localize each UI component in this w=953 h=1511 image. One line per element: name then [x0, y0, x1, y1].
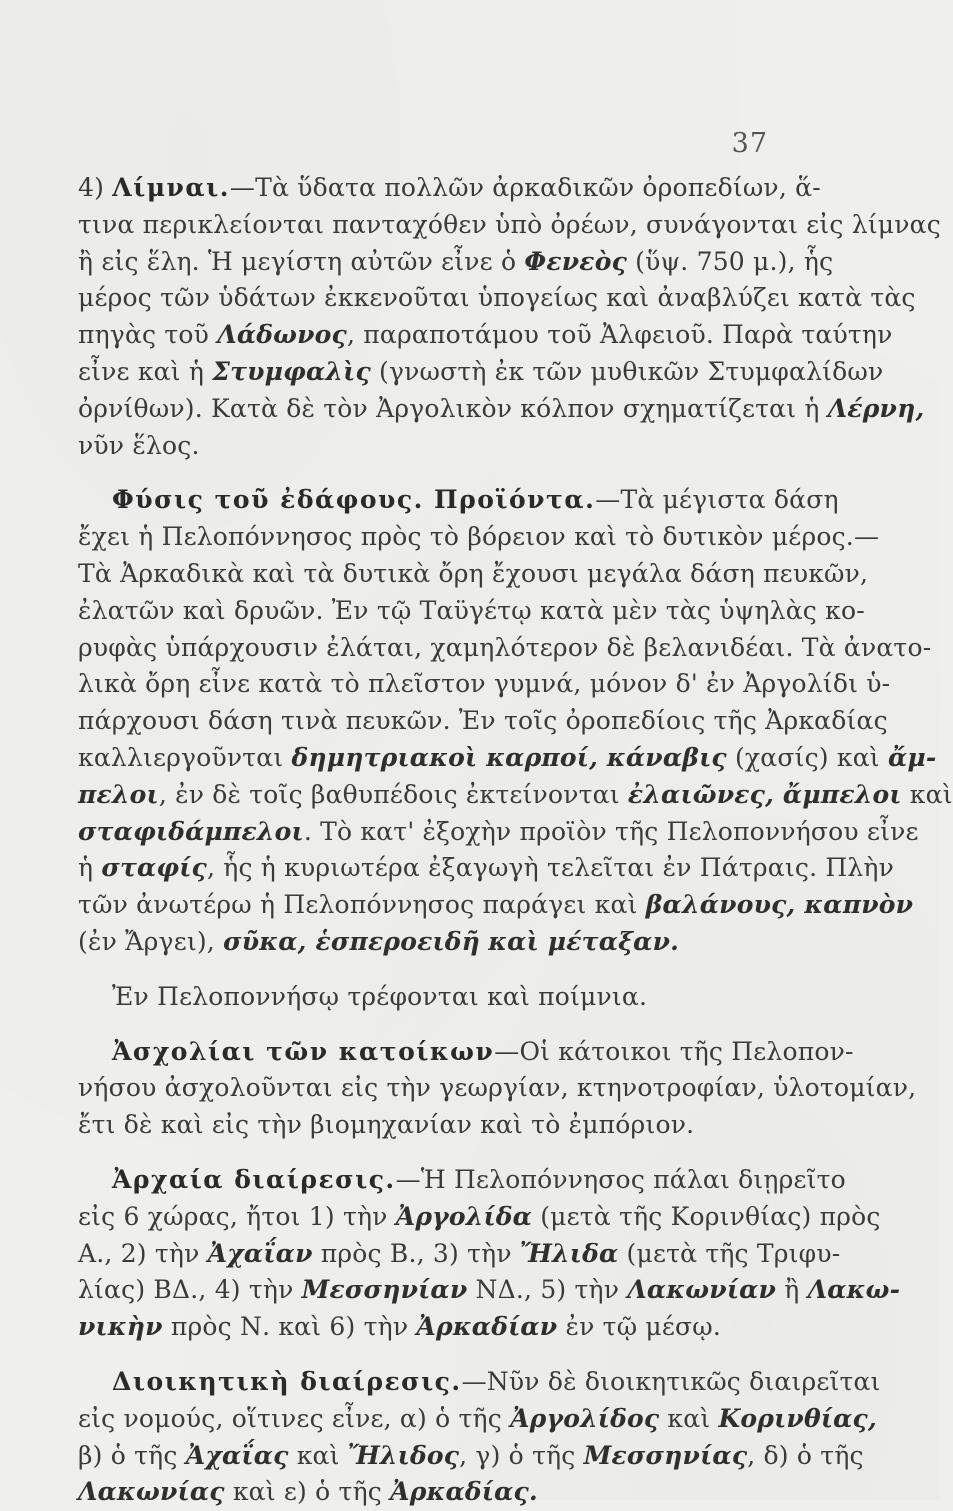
text-line [78, 924, 798, 961]
emphasized-term: Μεσσηνίαν [301, 1275, 468, 1305]
emphasized-term: Λακωνίαν [627, 1275, 777, 1305]
text-line [78, 1401, 877, 1438]
text-run: —Ἡ Πελοπόννησος πάλαι διῃρεῖτο [395, 1164, 846, 1194]
paragraph [78, 170, 941, 464]
text-line [78, 391, 925, 428]
emphasized-term: Ἀργολίδος [510, 1403, 660, 1433]
text-line [78, 630, 932, 667]
text-line [78, 1070, 917, 1107]
text-run: εἰς νομούς, οἵτινες εἶνε, α) ὁ τῆς [78, 1403, 511, 1433]
text-run: καὶ [659, 1403, 719, 1433]
text-run: μέρος τῶν ὑδάτων ἐκκενοῦται ὑπογείως καὶ ἀναβλύζει κατὰ τὰς [78, 283, 916, 313]
emphasized-term: Ἤλιδα [519, 1238, 619, 1268]
text-line [78, 1034, 854, 1071]
text-run: , δ) ὁ τῆς [747, 1440, 864, 1470]
text-line [78, 428, 798, 465]
emphasized-term: Κορινθίας, [718, 1403, 877, 1433]
text-line [78, 1107, 798, 1144]
emphasized-term: δημητριακοὶ καρποί, κάναβις [291, 742, 727, 772]
text-line [78, 317, 893, 354]
text-run: (χασίς) καὶ [726, 742, 888, 772]
text-line [78, 887, 914, 924]
text-line [78, 170, 821, 207]
emphasized-term: Λέρνη, [827, 393, 925, 423]
text-run: (μετὰ τῆς Κορινθίας) πρὸς [532, 1201, 881, 1231]
text-run: λικὰ ὄρη εἶνε κατὰ τὸ πλεῖστον γυμνά, μόνον δ' ἐν Ἀργολίδι ὑ- [78, 669, 891, 699]
text-line [78, 1272, 901, 1309]
text-line [78, 850, 895, 887]
emphasized-term: Ἀχαΐας [185, 1440, 289, 1470]
text-line [78, 556, 869, 593]
text-run: πάρχουσι δάση τινὰ πευκῶν. Ἐν τοῖς ὀροπεδίοις τῆς Ἀρκαδίας [78, 706, 888, 736]
text-run: Ἐν Πελοποννήσῳ τρέφονται καὶ ποίμνια. [112, 981, 648, 1011]
emphasized-term: Ἀρκαδίας. [390, 1477, 538, 1507]
section-heading: Φύσις τοῦ ἐδάφους. Προϊόντα. [112, 485, 596, 515]
text-run: ἔχει ἡ Πελοπόννησος πρὸς τὸ βόρειον καὶ τὸ δυτικὸν μέρος.— [78, 522, 880, 552]
text-line [78, 519, 880, 556]
text-line [78, 207, 941, 244]
section-heading: Λίμναι. [112, 173, 230, 202]
text-run: —Τὰ ὕδατα πολλῶν ἀρκαδικῶν ὀροπεδίων, ἅ- [229, 173, 821, 202]
section-heading: Ἀρχαία διαίρεσις. [112, 1164, 396, 1194]
emphasized-term: σταφίς [101, 853, 207, 883]
text-line [78, 814, 919, 851]
paragraph [78, 1364, 881, 1511]
paragraph [78, 979, 798, 1016]
text-line [78, 1199, 881, 1236]
text-run: εἰς 6 χώρας, ἤτοι 1) τὴν [78, 1201, 396, 1231]
text-line [78, 1309, 798, 1346]
paragraph [78, 1034, 917, 1144]
text-run: πρὸς Ν. καὶ 6) τὴν [162, 1312, 417, 1342]
text-run: πηγὰς τοῦ [78, 320, 218, 350]
paragraph [78, 482, 953, 960]
page-text [78, 170, 953, 1511]
text-run: τῶν ἀνωτέρω ἡ Πελοπόννησος παράγει καὶ [78, 890, 646, 920]
text-run [480, 927, 488, 956]
text-run: καὶ [288, 1440, 348, 1470]
text-line [78, 482, 839, 519]
section-heading: Ἀσχολίαι τῶν κατοίκων [112, 1036, 495, 1066]
emphasized-term: Μεσσηνίας [583, 1440, 748, 1470]
text-line [78, 740, 937, 777]
text-run: καὶ [901, 779, 953, 809]
text-line [78, 1236, 841, 1273]
text-run: —Οἱ κάτοικοι τῆς Πελοπον- [494, 1036, 854, 1066]
text-run: ἐλατῶν καὶ δρυῶν. Ἐν τῷ Ταϋγέτῳ κατὰ μὲν τὰς ὑψηλὰς κο- [78, 595, 865, 625]
emphasized-term: καὶ μέταξαν. [488, 926, 680, 956]
text-run: 4) [78, 173, 113, 202]
page-number: 37 [731, 128, 768, 159]
text-run: νήσου ἀσχολοῦνται εἰς τὴν γεωργίαν, κτηνοτροφίαν, ὑλοτομίαν, [78, 1073, 917, 1103]
text-line [78, 666, 891, 703]
text-run: καλλιεργοῦνται [78, 742, 292, 772]
text-run: καὶ ε) ὁ τῆς [224, 1477, 391, 1507]
emphasized-term: Ἀργολίδα [395, 1201, 533, 1231]
text-run: , παραποτάμου τοῦ Ἀλφειοῦ. Παρὰ ταύτην [346, 320, 893, 350]
text-run: ἡ [78, 853, 102, 883]
text-run: ἔτι δὲ καὶ εἰς τὴν βιομηχανίαν καὶ τὸ ἐμπόριον. [78, 1110, 695, 1140]
text-run: ρυφὰς ὑπάρχουσιν ἐλάται, χαμηλότερον δὲ βελανιδέαι. Τὰ ἀνατο- [78, 632, 932, 662]
emphasized-term: βαλάνους, καπνὸν [645, 890, 914, 920]
text-run: πρὸς Β., 3) τὴν [312, 1238, 520, 1268]
text-line [78, 703, 888, 740]
text-run: νῦν ἕλος. [78, 430, 200, 460]
emphasized-term: πελοι [78, 779, 159, 809]
text-run: ἢ [776, 1275, 808, 1305]
text-run: (ἐν Ἄργει), [78, 926, 224, 956]
text-run: (γνωστὴ ἐκ τῶν μυθικῶν Στυμφαλίδων [370, 356, 884, 386]
emphasized-term: Ἀχαΐαν [207, 1238, 313, 1268]
emphasized-term: Ἤλιδος [347, 1440, 460, 1470]
text-run: (ὕψ. 750 μ.), ἧς [627, 246, 834, 276]
text-line [78, 593, 865, 630]
emphasized-term: Λάδωνος [217, 320, 347, 350]
text-run: , ἐν δὲ τοῖς βαθυπέδοις ἐκτείνονται [158, 779, 628, 809]
text-line [78, 1474, 798, 1511]
text-line [78, 1438, 864, 1475]
section-heading: Διοικητικὴ διαίρεσις. [112, 1366, 462, 1396]
text-line [78, 979, 798, 1016]
text-run: Τὰ Ἀρκαδικὰ καὶ τὰ δυτικὰ ὄρη ἔχουσι μεγάλα δάση πευκῶν, [78, 558, 869, 588]
text-run: —Νῦν δὲ διοικητικῶς διαιρεῖται [461, 1366, 881, 1396]
text-run: β) ὁ τῆς [78, 1440, 186, 1470]
text-line [78, 354, 884, 391]
text-run: , γ) ὁ τῆς [459, 1440, 584, 1470]
emphasized-term: σῦκα, ἑσπεροειδῆ [223, 926, 481, 956]
emphasized-term: Λακω- [807, 1275, 901, 1305]
text-run: λίας) ΒΔ., 4) τὴν [78, 1275, 302, 1305]
text-run: —Τὰ μέγιστα δάση [595, 485, 839, 515]
text-run: ἢ εἰς ἕλη. Ἡ μεγίστη αὐτῶν εἶνε ὁ [78, 246, 525, 276]
emphasized-term: νικὴν [78, 1312, 163, 1342]
text-line [78, 280, 916, 317]
paragraph [78, 1162, 901, 1346]
text-run: . Τὸ κατ' ἐξοχὴν προϊὸν τῆς Πελοποννήσου εἶνε [303, 816, 919, 846]
text-run: (μετὰ τῆς Τριφυ- [618, 1238, 841, 1268]
emphasized-term: ἐλαιῶνες, ἄμπελοι [627, 779, 902, 809]
emphasized-term: ἄμ- [887, 742, 937, 772]
text-line [78, 244, 834, 281]
text-line [78, 777, 953, 814]
text-run: τινα περικλείονται πανταχόθεν ὑπὸ ὀρέων, συνάγονται εἰς λίμνας [78, 209, 941, 239]
emphasized-term: Φενεὸς [524, 246, 627, 276]
emphasized-term: σταφιδάμπελοι [78, 816, 304, 846]
emphasized-term: Λακωνίας [78, 1477, 225, 1507]
text-run: ΝΔ., 5) τὴν [467, 1275, 628, 1305]
text-run: ἐν τῷ μέσῳ. [557, 1312, 722, 1342]
text-line [78, 1364, 881, 1401]
text-run: , ἧς ἡ κυριωτέρα ἐξαγωγὴ τελεῖται ἐν Πάτραις. Πλὴν [206, 853, 895, 883]
emphasized-term: Ἀρκαδίαν [416, 1312, 558, 1342]
text-run: εἶνε καὶ ἡ [78, 356, 213, 386]
text-run: ὀρνίθων). Κατὰ δὲ τὸν Ἀργολικὸν κόλπον σχηματίζεται ἡ [78, 393, 828, 423]
text-line [78, 1162, 846, 1199]
emphasized-term: Στυμφαλὶς [212, 356, 371, 386]
text-run: Α., 2) τὴν [78, 1238, 208, 1268]
